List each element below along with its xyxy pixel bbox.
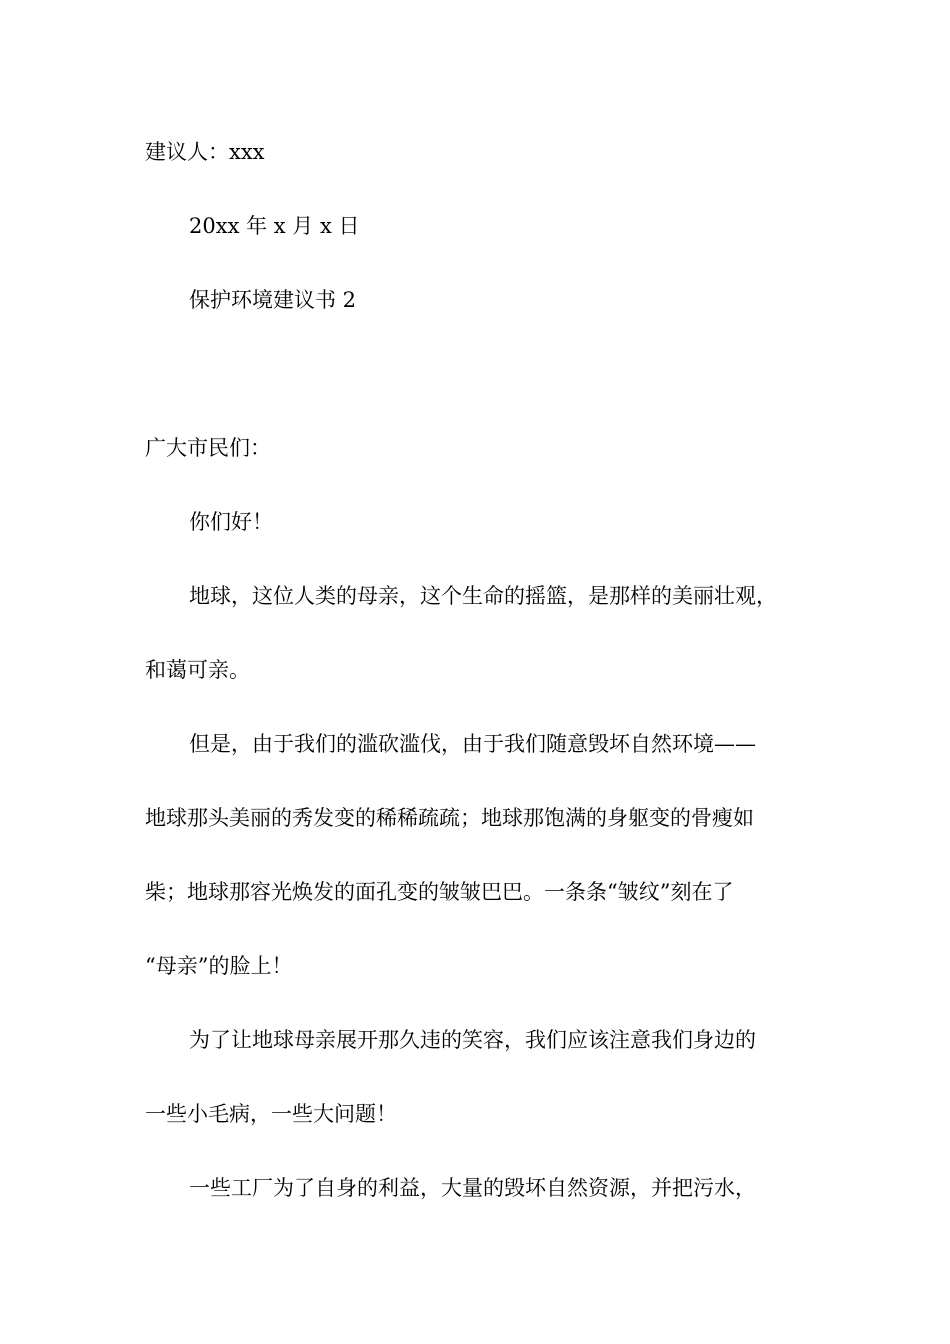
paragraph-line: 一些工厂为了自身的利益，大量的毁坏自然资源，并把污水，: [189, 1176, 756, 1200]
date-line: 20xx 年 x 月 x 日: [189, 214, 360, 238]
paragraph-line: 为了让地球母亲展开那久违的笑容，我们应该注意我们身边的: [189, 1028, 756, 1052]
paragraph-line: “母亲”的脸上！: [145, 954, 293, 978]
paragraph-line: 一些小毛病，一些大问题！: [145, 1102, 397, 1126]
greeting-line: 你们好！: [189, 510, 273, 534]
paragraph-line: 地球那头美丽的秀发变的稀稀疏疏；地球那饱满的身躯变的骨瘦如: [145, 806, 754, 830]
paragraph-line: 地球，这位人类的母亲，这个生命的摇篮，是那样的美丽壮观，: [189, 584, 777, 608]
signature-line: 建议人：xxx: [145, 140, 265, 164]
paragraph-line: 和蔼可亲。: [145, 658, 250, 682]
paragraph-line: 但是，由于我们的滥砍滥伐，由于我们随意毁坏自然环境——: [189, 732, 756, 756]
document-heading: 保护环境建议书 2: [189, 288, 357, 312]
salutation-line: 广大市民们：: [145, 436, 271, 460]
paragraph-line: 柴；地球那容光焕发的面孔变的皱皱巴巴。一条条“皱纹”刻在了: [145, 880, 734, 904]
